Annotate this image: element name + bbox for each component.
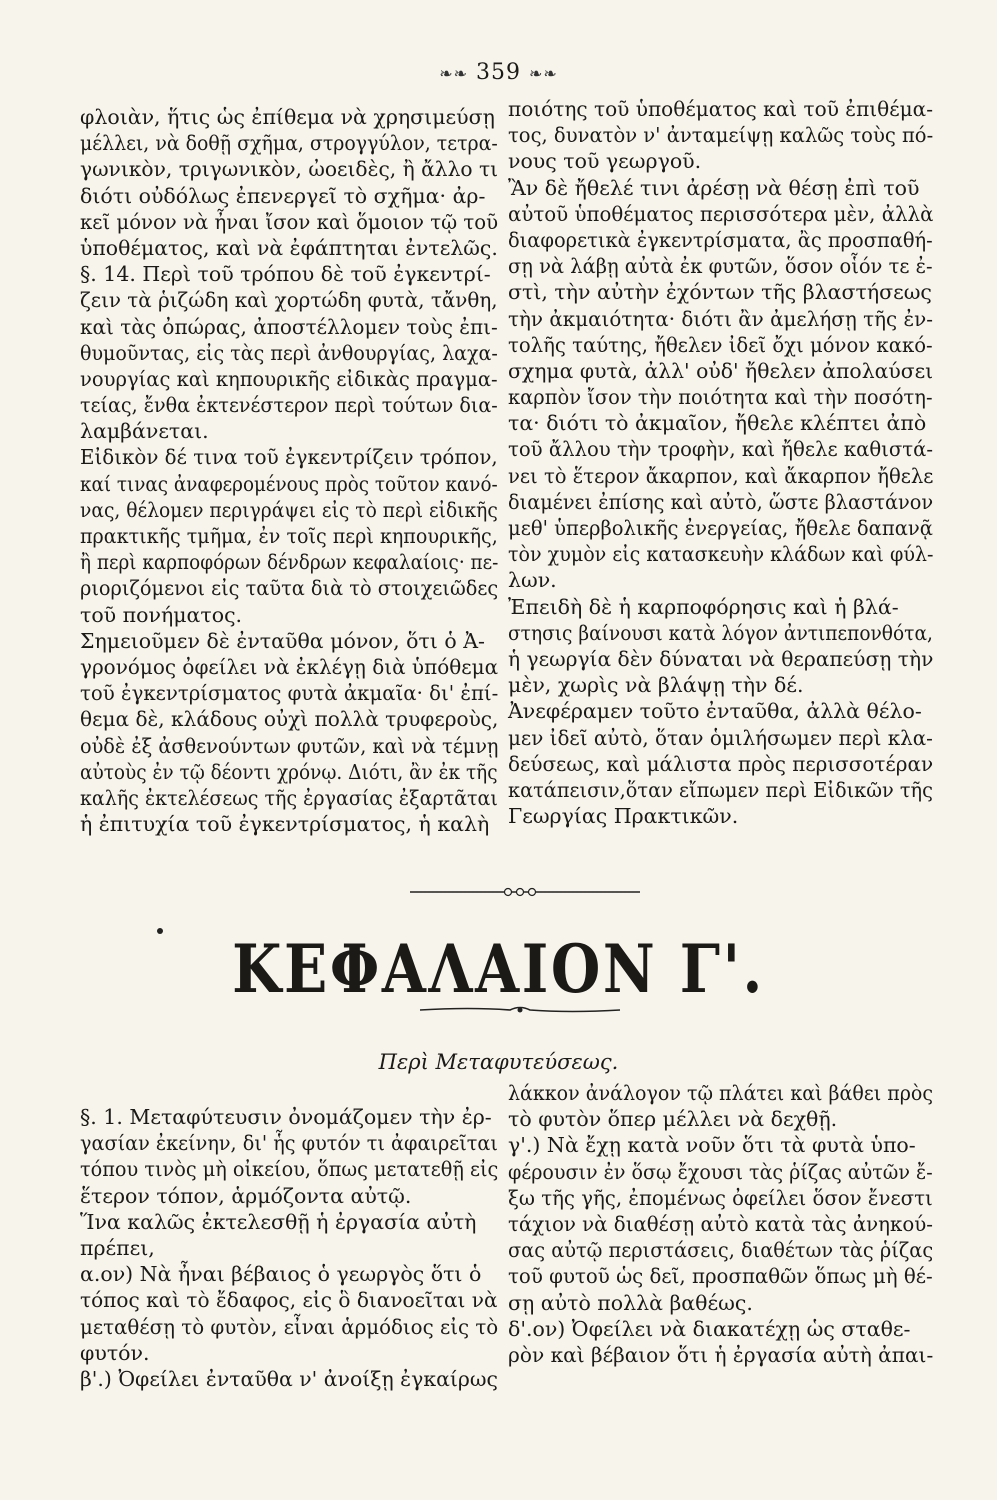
text-line: πρέπει, bbox=[80, 1235, 155, 1260]
text-line: Εἰδικὸν δέ τινα τοῦ ἐγκεντρίζειν τρόπον, bbox=[80, 445, 498, 470]
text-line: Γεωργίας Πρακτικῶν. bbox=[508, 804, 739, 829]
text-line: κεῖ μόνον νὰ ἦναι ἴσον καὶ ὅμοιον τῷ τοῦ bbox=[80, 209, 499, 234]
text-line: διαφορετικὰ ἐγκεντρίσματα, ἂς προσπαθή- bbox=[508, 227, 933, 252]
text-line: καὶ τὰς ὀπώρας, ἀποστέλλομεν τοὺς ἐπι- bbox=[80, 314, 498, 339]
text-line: §. 14. Περὶ τοῦ τρόπου δὲ τοῦ ἐγκεντρί- bbox=[80, 262, 491, 287]
text-line: §. 1. Μεταφύτευσιν ὀνομάζομεν τὴν ἐρ- bbox=[80, 1105, 492, 1129]
text-line: τὸ φυτὸν ὅπερ μέλλει νὰ δεχθῇ. bbox=[508, 1107, 838, 1132]
ornamental-rule-icon bbox=[420, 1004, 620, 1016]
text-line: Σημειοῦμεν δὲ ἐνταῦθα μόνον, ὅτι ὁ Ἀ- bbox=[80, 628, 485, 653]
text-line: Ἵνα καλῶς ἐκτελεσθῇ ἡ ἐργασία αὐτὴ bbox=[80, 1209, 477, 1234]
text-line: γασίαν ἐκείνην, δι' ἧς φυτόν τι ἀφαιρεῖται bbox=[80, 1131, 498, 1156]
text-line: Ἀνεφέραμεν τοῦτο ἐνταῦθα, ἀλλὰ θέλο- bbox=[508, 699, 922, 724]
text-line: τὸν χυμὸν εἰς κατασκευὴν κλάδων καὶ φύλ- bbox=[508, 542, 934, 567]
text-line: αὐτοῦ ὑποθέματος περισσότερα μὲν, ἀλλὰ bbox=[508, 201, 934, 226]
text-line: ρὸν καὶ βέβαιον ὅτι ἡ ἐργασία αὐτὴ ἀπαι- bbox=[508, 1342, 934, 1367]
text-line: τος, δυνατὸν ν' ἀνταμείψῃ καλῶς τοὺς πό- bbox=[508, 123, 934, 148]
text-line: νουργίας καὶ κηπουρικῆς εἰδικὰς πραγμα- bbox=[80, 366, 498, 391]
text-line: γωνικὸν, τριγωνικὸν, ὠοειδὲς, ἢ ἄλλο τι bbox=[80, 157, 499, 182]
text-line: αὐτοὺς ἐν τῷ δέοντι χρόνῳ. Διότι, ἂν ἐκ τῆς bbox=[80, 759, 498, 784]
text-line: καλῆς ἐκτελέσεως τῆς ἐργασίας ἐξαρτᾶται bbox=[80, 785, 498, 810]
text-line: ποιότης τοῦ ὑποθέματος καὶ τοῦ ἐπιθέμα- bbox=[508, 97, 934, 121]
text-line: διότι οὐδόλως ἐπενεργεῖ τὸ σχῆμα· ἀρ- bbox=[80, 183, 486, 208]
text-line: β'.) Ὀφείλει ἐνταῦθα ν' ἀνοίξῃ ἐγκαίρως bbox=[80, 1366, 498, 1391]
text-line: οὐδὲ ἐξ ἀσθενούντων φυτῶν, καὶ νὰ τέμνῃ bbox=[80, 733, 499, 758]
text-line: καί τινας ἀναφερομένους πρὸς τοῦτον κανό- bbox=[80, 471, 498, 496]
text-line: φυτόν. bbox=[80, 1340, 150, 1365]
text-line: γρονόμος ὀφείλει νὰ ἐκλέγῃ διὰ ὑπόθεμα bbox=[80, 654, 499, 679]
page-number: 359 bbox=[476, 60, 521, 85]
column-right-bottom bbox=[508, 1080, 933, 1368]
text-line: στὶ, τὴν αὐτὴν ἐχόντων τῆς βλαστήσεως bbox=[508, 280, 932, 305]
text-line: μεταθέσῃ τὸ φυτὸν, εἶναι ἁρμόδιος εἰς τὸ bbox=[80, 1314, 499, 1339]
ornament-left-icon: ❧❧ bbox=[439, 64, 468, 83]
text-line: τοῦ ἄλλου τὴν τροφὴν, καὶ ἤθελε καθιστά- bbox=[508, 437, 934, 462]
text-line: λάκκον ἀνάλογον τῷ πλάτει καὶ βάθει πρὸς bbox=[508, 1081, 934, 1105]
text-line: δεύσεως, καὶ μάλιστα πρὸς περισσοτέραν bbox=[508, 751, 934, 776]
text-line: τόπου τινὸς μὴ οἰκείου, ὅπως μετατεθῇ εἰς bbox=[80, 1157, 499, 1182]
ornament-right-icon: ❧❧ bbox=[529, 64, 558, 83]
text-line: σῃ νὰ λάβῃ αὐτὰ ἐκ φυτῶν, ὅσον οἷόν τε ἐ- bbox=[508, 254, 933, 279]
chapter-subtitle: Περὶ Μεταφυτεύσεως. bbox=[378, 1050, 619, 1074]
text-line: ζειν τὰ ῥιζώδη καὶ χορτώδη φυτὰ, τἄνθη, bbox=[80, 288, 498, 313]
text-line: δ'.ον) Ὀφείλει νὰ διακατέχῃ ὡς σταθε- bbox=[508, 1316, 911, 1341]
chapter-title: ΚΕΦΑΛΑΙΟΝ Γ'. bbox=[232, 930, 765, 1008]
text-line: θεμα δὲ, κλάδους οὐχὶ πολλὰ τρυφεροὺς, bbox=[80, 707, 499, 732]
text-line: σῃ αὐτὸ πολλὰ βαθέως. bbox=[508, 1290, 753, 1315]
text-line: φέρουσιν ἐν ὅσῳ ἔχουσι τὰς ῥίζας αὐτῶν ἔ- bbox=[508, 1159, 933, 1184]
text-line: γ'.) Νὰ ἔχῃ κατὰ νοῦν ὅτι τὰ φυτὰ ὑπο- bbox=[508, 1133, 916, 1158]
text-line: σχημα φυτὰ, ἀλλ' οὐδ' ἤθελεν ἀπολαύσει bbox=[508, 358, 934, 383]
text-line: τοῦ πονήματος. bbox=[80, 602, 243, 627]
text-line: τόπος καὶ τὸ ἔδαφος, εἰς ὃ διανοεῖται νὰ bbox=[80, 1288, 498, 1313]
text-line: τάχιον νὰ διαθέσῃ αὐτὸ κατὰ τὰς ἀνηκού- bbox=[508, 1211, 933, 1236]
text-line: νει τὸ ἕτερον ἄκαρπον, καὶ ἄκαρπον ἤθελε bbox=[508, 463, 934, 488]
text-line: κατάπεισιν,ὅταν εἴπωμεν περὶ Εἰδικῶν τῆς bbox=[508, 777, 933, 802]
text-line: νας, θέλομεν περιγράψει εἰς τὸ περὶ εἰδικῆς bbox=[80, 497, 498, 522]
text-line: ἢ περὶ καρποφόρων δένδρων κεφαλαίοις· πε- bbox=[80, 550, 499, 575]
text-line: μεθ' ὑπερβολικῆς ἐνεργείας, ἤθελε δαπανᾷ bbox=[508, 516, 933, 540]
ornamental-divider-icon bbox=[410, 886, 640, 898]
text-line: διαμένει ἐπίσης καὶ αὐτὸ, ὥστε βλαστάνον bbox=[508, 489, 934, 514]
text-line: ἡ ἐπιτυχία τοῦ ἐγκεντρίσματος, ἡ καλὴ bbox=[80, 812, 490, 837]
text-line: τα· διότι τὸ ἀκμαῖον, ἤθελε κλέπτει ἀπὸ bbox=[508, 411, 927, 436]
text-line: ἡ γεωργία δὲν δύναται νὰ θεραπεύσῃ τὴν bbox=[508, 646, 934, 671]
text-line: ριοριζόμενοι εἰς ταῦτα διὰ τὸ στοιχειῶδες bbox=[80, 576, 499, 601]
text-line: α.ον) Νὰ ἦναι βέβαιος ὁ γεωργὸς ὅτι ὁ bbox=[80, 1262, 482, 1287]
text-line: πρακτικῆς τμῆμα, ἐν τοῖς περὶ κηπουρικῆς, bbox=[80, 524, 498, 548]
text-line: φλοιὰν, ἥτις ὡς ἐπίθεμα νὰ χρησιμεύσῃ bbox=[80, 105, 495, 129]
text-line: μέλλει, νὰ δοθῇ σχῆμα, στρογγύλον, τετρα- bbox=[80, 131, 498, 156]
text-line: νους τοῦ γεωργοῦ. bbox=[508, 149, 702, 174]
text-line: ἕτερον τόπον, ἁρμόζοντα αὐτῷ. bbox=[80, 1183, 412, 1208]
text-line: τοῦ φυτοῦ ὡς δεῖ, προσπαθῶν ὅπως μὴ θέ- bbox=[508, 1264, 933, 1289]
text-line: θυμοῦντας, εἰς τὰς περὶ ἀνθουργίας, λαχα- bbox=[80, 340, 498, 365]
text-line: στησις βαίνουσι κατὰ λόγον ἀντιπεπονθότα, bbox=[508, 620, 933, 645]
text-line: τοῦ ἐγκεντρίσματος φυτὰ ἀκμαῖα· δι' ἐπί- bbox=[80, 681, 499, 706]
text-line: τολῆς ταύτης, ἤθελεν ἰδεῖ ὄχι μόνον κακό- bbox=[508, 332, 933, 357]
column-right-top bbox=[508, 96, 933, 829]
text-line: τὴν ἀκμαιότητα· διότι ἂν ἀμελήσῃ τῆς ἐν- bbox=[508, 306, 933, 331]
text-line: λων. bbox=[508, 568, 557, 593]
text-line: Ἂν δὲ ἤθελέ τινι ἀρέσῃ νὰ θέσῃ ἐπὶ τοῦ bbox=[508, 175, 920, 200]
column-left-bottom bbox=[80, 1104, 498, 1392]
text-line: μεν ἰδεῖ αὐτὸ, ὅταν ὁμιλήσωμεν περὶ κλα- bbox=[508, 725, 933, 750]
text-line: σας αὐτῷ περιστάσεις, διαθέτων τὰς ῥίζας bbox=[508, 1238, 934, 1263]
text-line: λαμβάνεται. bbox=[80, 419, 209, 444]
text-line: ὑποθέματος, καὶ νὰ ἐφάπτηται ἐντελῶς. bbox=[80, 235, 498, 260]
text-line: μὲν, χωρὶς νὰ βλάψῃ τὴν δέ. bbox=[508, 673, 804, 698]
page-header bbox=[0, 60, 997, 85]
text-line: ξω τῆς γῆς, ἐπομένως ὀφείλει ὅσον ἔνεστι bbox=[508, 1185, 933, 1210]
column-left-top bbox=[80, 104, 498, 837]
text-line: καρπὸν ἴσον τὴν ποιότητα καὶ τὴν ποσότη- bbox=[508, 385, 933, 410]
text-line: Ἐπειδὴ δὲ ἡ καρποφόρησις καὶ ἡ βλά- bbox=[508, 594, 899, 619]
text-line: τείας, ἔνθα ἐκτενέστερον περὶ τούτων δια- bbox=[80, 393, 498, 418]
